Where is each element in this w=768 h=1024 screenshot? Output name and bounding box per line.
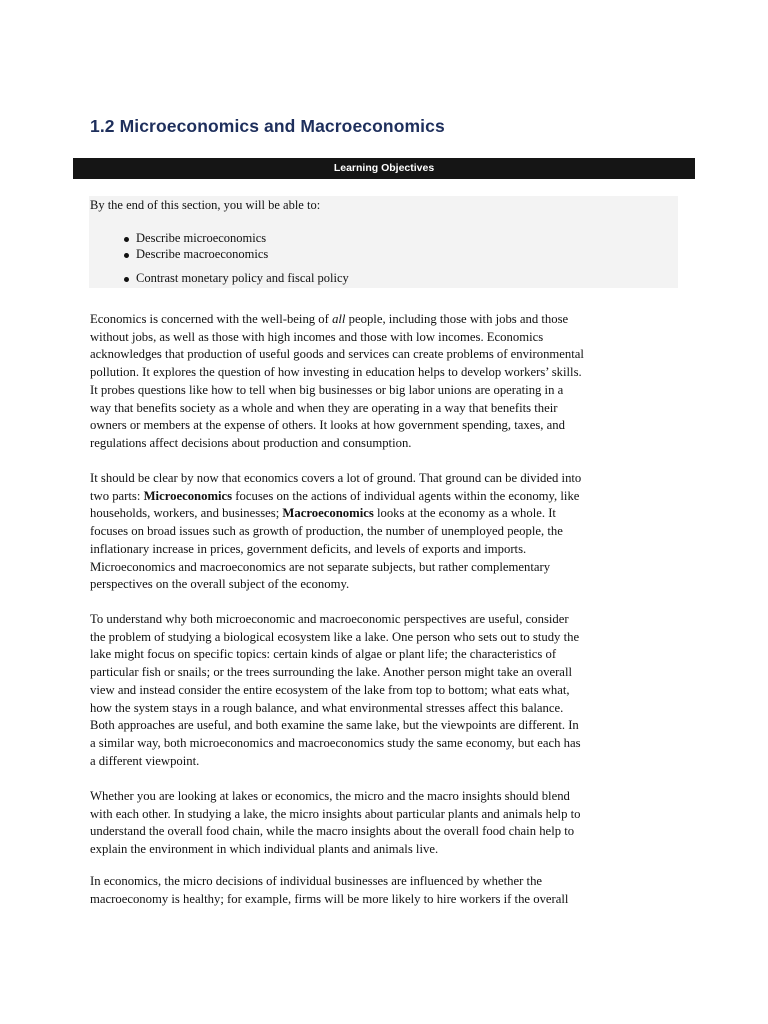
list-item-text: Describe microeconomics bbox=[136, 231, 267, 245]
paragraph-line: how the system stays in a rough balance, and what environmental stresses affect this balance. bbox=[90, 700, 564, 715]
paragraph-line: Both approaches are useful, and both examine the same lake, but the viewpoints are different. In bbox=[90, 718, 579, 733]
text-run: households, workers, and businesses; bbox=[90, 506, 283, 521]
list-item bbox=[122, 271, 349, 287]
list-item bbox=[122, 247, 349, 263]
paragraph-line: It should be clear by now that economics covers a lot of ground. That ground can be divided into bbox=[90, 471, 582, 485]
section-title: 1.2 Microeconomics and Macroeconomics bbox=[90, 116, 445, 136]
paragraph-line: It probes questions like how to tell when big businesses or big labor unions are operating in a bbox=[90, 382, 564, 397]
paragraph-line: Whether you are looking at lakes or economics, the micro and the macro insights should blend bbox=[90, 789, 570, 803]
paragraph-line bbox=[90, 488, 690, 506]
bullet-icon bbox=[124, 253, 129, 258]
paragraph-line: acknowledges that production of useful goods and services can create problems of environmental bbox=[90, 347, 584, 362]
learning-objectives-header: Learning Objectives bbox=[73, 158, 695, 179]
paragraph-line: owners or members at the expense of others. It looks at how government spending, taxes, and bbox=[90, 418, 565, 433]
paragraph-line: perspectives on the overall subject of the economy. bbox=[90, 577, 350, 592]
paragraph-line: pollution. It explores the question of how investing in education helps to develop workers’ skills. bbox=[90, 365, 582, 380]
paragraph-line: regulations affect decisions about production and consumption. bbox=[90, 435, 412, 450]
paragraph-2 bbox=[90, 470, 690, 594]
learning-objectives-intro: By the end of this section, you will be able to: bbox=[90, 198, 321, 212]
paragraph-line: with each other. In studying a lake, the micro insights about particular plants and animals help to bbox=[90, 806, 581, 821]
paragraph-3 bbox=[90, 611, 690, 770]
paragraph-line bbox=[90, 311, 690, 329]
text-run: two parts: bbox=[90, 488, 144, 503]
text-run: Economics is concerned with the well-being of bbox=[90, 312, 333, 326]
paragraph-4 bbox=[90, 788, 690, 859]
paragraph-line: particular fish or snails; or the trees surrounding the lake. Another person might take an overall bbox=[90, 665, 572, 680]
paragraph-line: the problem of studying a biological ecosystem like a lake. One person who sets out to study the bbox=[90, 629, 580, 644]
paragraph-line: a different viewpoint. bbox=[90, 753, 200, 768]
paragraph-line bbox=[90, 505, 690, 523]
bullet-icon bbox=[124, 277, 129, 282]
paragraph-line: view and instead consider the entire ecosystem of the lake from top to bottom; what eats what, bbox=[90, 682, 570, 697]
paragraph-line: without jobs, as well as those with high incomes and those with low incomes. Economics bbox=[90, 329, 544, 344]
text-run: focuses on the actions of individual agents within the economy, like bbox=[232, 488, 580, 503]
emphasis-text: all bbox=[332, 312, 346, 326]
paragraph-line: In economics, the micro decisions of individual businesses are influenced by whether the bbox=[90, 874, 543, 888]
paragraph-line: Microeconomics and macroeconomics are not separate subjects, but rather complementary bbox=[90, 559, 551, 574]
text-run: looks at the economy as a whole. It bbox=[373, 506, 556, 521]
paragraph-line: inflationary increase in prices, government deficits, and levels of exports and imports. bbox=[90, 541, 527, 556]
key-term-macroeconomics: Macroeconomics bbox=[282, 506, 374, 521]
paragraph-5 bbox=[90, 873, 690, 908]
paragraph-line: lake might focus on specific topics: certain kinds of algae or plant life; the characteristics of bbox=[90, 647, 557, 662]
text-run: people, including those with jobs and those bbox=[345, 312, 569, 326]
list-item-text: Contrast monetary policy and fiscal policy bbox=[136, 271, 349, 285]
list-item-text: Describe macroeconomics bbox=[136, 246, 269, 261]
bullet-icon bbox=[124, 237, 129, 242]
paragraph-line: To understand why both microeconomic and macroeconomic perspectives are useful, consider bbox=[90, 612, 569, 626]
key-term-microeconomics: Microeconomics bbox=[143, 488, 233, 503]
paragraph-line: understand the overall food chain, while the macro insights about the overall food chain help to bbox=[90, 824, 575, 839]
learning-objectives-list bbox=[122, 231, 349, 287]
paragraph-line: focuses on broad issues such as growth of production, the number of unemployed people, the bbox=[90, 524, 563, 539]
paragraph-line: a similar way, both microeconomics and macroeconomics study the same economy, but each has bbox=[90, 735, 581, 750]
list-item bbox=[122, 231, 349, 247]
paragraph-line: explain the environment in which individual plants and animals live. bbox=[90, 842, 439, 857]
paragraph-line: macroeconomy is healthy; for example, firms will be more likely to hire workers if the overall bbox=[90, 891, 569, 906]
paragraph-line: way that benefits society as a whole and when they are operating in a way that benefits their bbox=[90, 400, 558, 415]
paragraph-1 bbox=[90, 311, 690, 453]
